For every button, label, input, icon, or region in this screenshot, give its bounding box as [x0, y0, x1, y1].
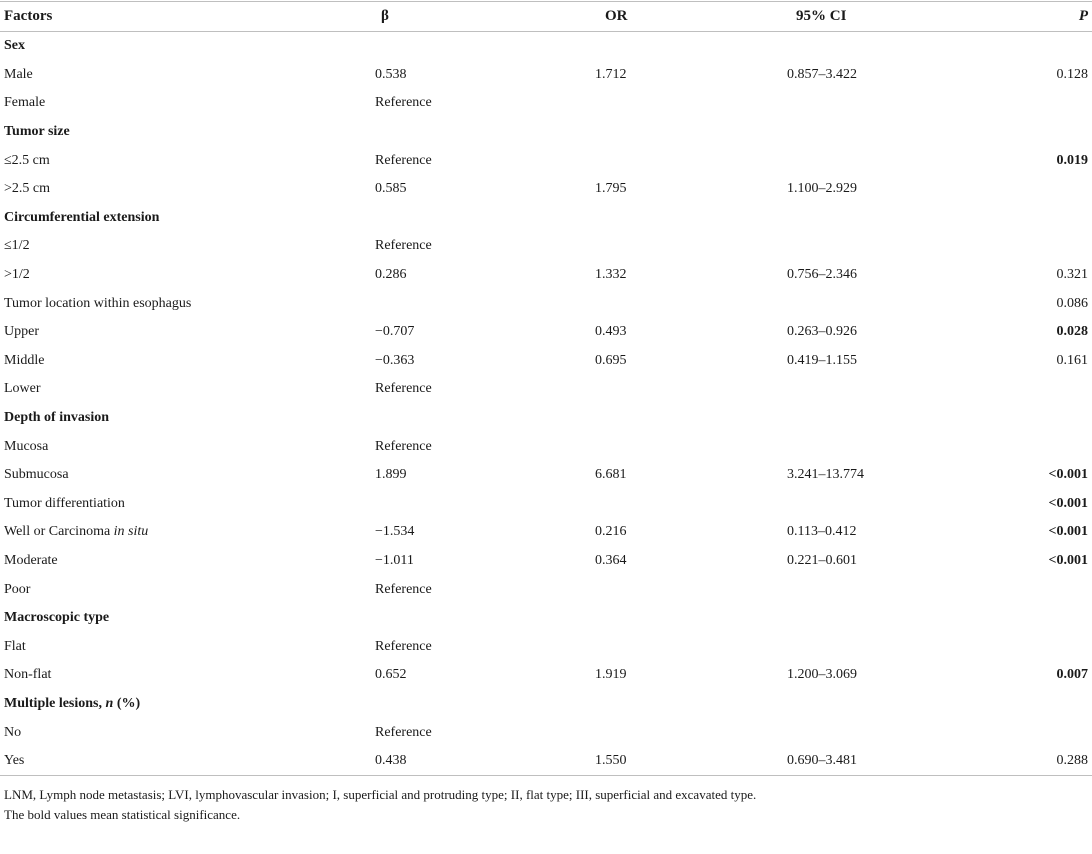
table-figure: [0, 1, 1092, 825]
factor-label: Tumor differentiation: [4, 495, 125, 511]
or-cell: [525, 490, 715, 519]
table-row: [0, 632, 1092, 661]
beta-cell: [290, 490, 525, 519]
or-cell: [525, 718, 715, 747]
or-cell: [525, 289, 715, 318]
regression-table: [0, 1, 1092, 776]
table-row: [0, 289, 1092, 318]
or-cell: [525, 204, 715, 233]
factor-label: Yes: [4, 753, 25, 769]
group-header-row: [0, 32, 1092, 61]
table-row: [0, 575, 1092, 604]
group-label: Sex: [4, 38, 25, 54]
table-row: [0, 375, 1092, 404]
beta-cell: 0.652: [375, 667, 407, 683]
or-cell: [525, 146, 715, 175]
beta-cell: −1.534: [375, 524, 415, 540]
beta-cell: [290, 604, 525, 633]
beta-cell: Reference: [375, 724, 432, 740]
p-value-cell: 0.086: [1056, 295, 1088, 311]
p-value-cell: [947, 690, 1092, 719]
or-cell: 1.919: [595, 667, 627, 683]
header-or: OR: [525, 1, 715, 32]
ci-cell: [715, 146, 947, 175]
factor-label: Poor: [4, 581, 31, 597]
table-row: [0, 490, 1092, 519]
factor-label: ≤2.5 cm: [4, 152, 50, 168]
footnote-bold-meaning: The bold values mean statistical significance.: [4, 807, 241, 823]
ci-cell: [715, 632, 947, 661]
ci-cell: [715, 575, 947, 604]
beta-cell: Reference: [375, 381, 432, 397]
factor-label: ≤1/2: [4, 238, 30, 254]
p-value-cell: [947, 375, 1092, 404]
table-row: [0, 347, 1092, 376]
or-cell: 0.364: [595, 552, 627, 568]
p-value-cell: 0.161: [1056, 352, 1088, 368]
factor-label: Non-flat: [4, 667, 52, 683]
or-cell: 1.712: [595, 66, 627, 82]
beta-cell: [290, 118, 525, 147]
factor-label: Mucosa: [4, 438, 49, 454]
table-row: [0, 518, 1092, 547]
p-value-cell: <0.001: [1048, 552, 1088, 568]
p-value-cell: [947, 432, 1092, 461]
beta-cell: 0.438: [375, 753, 407, 769]
p-value-cell: [947, 232, 1092, 261]
factor-label: Tumor location within esophagus: [4, 295, 192, 311]
ci-cell: 0.221–0.601: [787, 552, 857, 568]
ci-cell: 0.263–0.926: [787, 324, 857, 340]
p-value-cell: 0.288: [1056, 753, 1088, 769]
group-label: Depth of invasion: [4, 410, 110, 426]
beta-cell: −0.707: [375, 324, 415, 340]
header-row: [0, 1, 1092, 32]
p-value-cell: [947, 604, 1092, 633]
or-cell: [525, 690, 715, 719]
p-value-cell: 0.019: [1056, 152, 1088, 168]
p-value-cell: [947, 204, 1092, 233]
factor-label: Flat: [4, 638, 26, 654]
table-row: [0, 318, 1092, 347]
beta-cell: [290, 32, 525, 61]
group-header-row: [0, 204, 1092, 233]
beta-cell: −1.011: [375, 552, 414, 568]
or-cell: 1.332: [595, 267, 627, 283]
p-value-cell: <0.001: [1048, 495, 1088, 511]
header-ci: 95% CI: [715, 1, 947, 32]
ci-cell: 0.756–2.346: [787, 267, 857, 283]
p-value-cell: <0.001: [1048, 467, 1088, 483]
factor-label: >1/2: [4, 267, 30, 283]
beta-cell: 1.899: [375, 467, 407, 483]
ci-cell: 1.200–3.069: [787, 667, 857, 683]
or-cell: [525, 575, 715, 604]
table-row: [0, 232, 1092, 261]
table-row: [0, 261, 1092, 290]
group-header-row: [0, 690, 1092, 719]
ci-cell: [715, 89, 947, 118]
or-cell: [525, 89, 715, 118]
table-row: [0, 175, 1092, 204]
ci-cell: [715, 375, 947, 404]
factor-label: Middle: [4, 352, 45, 368]
p-value-cell: 0.028: [1056, 324, 1088, 340]
factor-label: Well or Carcinoma in situ: [4, 524, 149, 540]
factor-label: Female: [4, 95, 46, 111]
ci-cell: [715, 432, 947, 461]
header-beta: β: [290, 1, 525, 32]
group-header-row: [0, 404, 1092, 433]
ci-cell: 0.857–3.422: [787, 66, 857, 82]
p-value-cell: [947, 89, 1092, 118]
beta-cell: Reference: [375, 238, 432, 254]
factor-label: Male: [4, 66, 33, 82]
or-cell: 0.216: [595, 524, 627, 540]
footnote-abbreviations: LNM, Lymph node metastasis; LVI, lymphovascular invasion; I, superficial and protruding type; II, flat type; III, superficial and excavated type.: [4, 787, 757, 803]
or-cell: 0.695: [595, 352, 627, 368]
ci-cell: 1.100–2.929: [787, 181, 857, 197]
table-footnotes: [0, 785, 1092, 825]
p-value-cell: [947, 118, 1092, 147]
beta-cell: Reference: [375, 152, 432, 168]
p-value-cell: [947, 404, 1092, 433]
beta-cell: Reference: [375, 438, 432, 454]
or-cell: 6.681: [595, 467, 627, 483]
ci-cell: [715, 490, 947, 519]
table-row: [0, 89, 1092, 118]
or-cell: 1.795: [595, 181, 627, 197]
beta-cell: Reference: [375, 581, 432, 597]
group-label: Tumor size: [4, 124, 70, 140]
beta-cell: 0.585: [375, 181, 407, 197]
p-value-cell: [947, 175, 1092, 204]
table-row: [0, 718, 1092, 747]
table-row: [0, 146, 1092, 175]
or-cell: [525, 32, 715, 61]
factor-label: Lower: [4, 381, 41, 397]
or-cell: [525, 375, 715, 404]
group-header-row: [0, 118, 1092, 147]
ci-cell: [715, 604, 947, 633]
ci-cell: [715, 289, 947, 318]
table-row: [0, 61, 1092, 90]
bottom-rule: [0, 776, 1092, 777]
p-value-cell: [947, 575, 1092, 604]
factor-label: Moderate: [4, 552, 58, 568]
header-p: P: [947, 1, 1092, 32]
p-value-cell: 0.321: [1056, 267, 1088, 283]
ci-cell: [715, 690, 947, 719]
beta-cell: 0.538: [375, 66, 407, 82]
or-cell: [525, 632, 715, 661]
beta-cell: 0.286: [375, 267, 407, 283]
or-cell: 0.493: [595, 324, 627, 340]
table-row: [0, 461, 1092, 490]
table-row: [0, 747, 1092, 776]
beta-cell: −0.363: [375, 352, 415, 368]
table-row: [0, 661, 1092, 690]
factor-label: >2.5 cm: [4, 181, 50, 197]
factor-label: Upper: [4, 324, 39, 340]
ci-cell: [715, 718, 947, 747]
ci-cell: [715, 118, 947, 147]
header-factors: Factors: [0, 1, 290, 32]
factor-label: No: [4, 724, 22, 740]
table-row: [0, 432, 1092, 461]
ci-cell: [715, 32, 947, 61]
p-value-cell: [947, 632, 1092, 661]
ci-cell: [715, 404, 947, 433]
table-row: [0, 547, 1092, 576]
or-cell: [525, 232, 715, 261]
beta-cell: [290, 690, 525, 719]
beta-cell: Reference: [375, 95, 432, 111]
or-cell: 1.550: [595, 753, 627, 769]
ci-cell: [715, 232, 947, 261]
ci-cell: 0.690–3.481: [787, 753, 857, 769]
group-label: Macroscopic type: [4, 610, 110, 626]
ci-cell: 0.113–0.412: [787, 524, 857, 540]
p-value-cell: [947, 718, 1092, 747]
ci-cell: 3.241–13.774: [787, 467, 864, 483]
beta-cell: Reference: [375, 638, 432, 654]
group-label: Multiple lesions, n (%): [4, 695, 141, 711]
or-cell: [525, 118, 715, 147]
beta-cell: [290, 289, 525, 318]
or-cell: [525, 604, 715, 633]
group-label: Circumferential extension: [4, 209, 160, 225]
ci-cell: 0.419–1.155: [787, 352, 857, 368]
or-cell: [525, 432, 715, 461]
ci-cell: [715, 204, 947, 233]
p-value-cell: [947, 32, 1092, 61]
group-header-row: [0, 604, 1092, 633]
p-value-cell: <0.001: [1048, 524, 1088, 540]
table-body: [0, 32, 1092, 776]
p-value-cell: 0.007: [1056, 667, 1088, 683]
top-rule: [0, 1, 1092, 2]
or-cell: [525, 404, 715, 433]
p-value-cell: 0.128: [1056, 66, 1088, 82]
beta-cell: [290, 204, 525, 233]
beta-cell: [290, 404, 525, 433]
factor-label: Submucosa: [4, 467, 69, 483]
